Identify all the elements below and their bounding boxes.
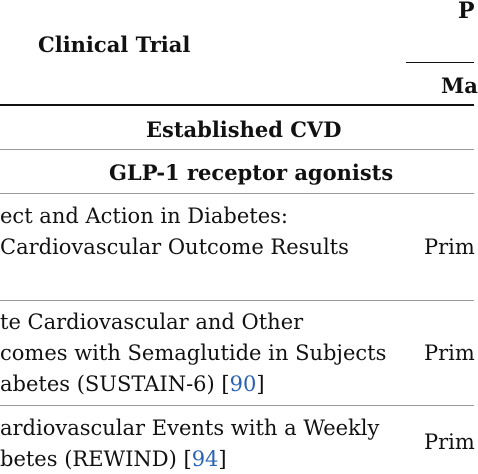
header-bottom-rule xyxy=(0,104,474,106)
row-rule xyxy=(0,300,474,301)
table-row-2-endpoint: Prim xyxy=(424,341,475,365)
table-row-1-trial-line1: ect and Action in Diabetes: xyxy=(0,204,288,228)
table-row-3-endpoint: Prim xyxy=(424,430,475,454)
column-group-header: P xyxy=(458,0,475,24)
reference-link-94[interactable]: 94 xyxy=(191,447,219,471)
section-rule xyxy=(0,193,474,194)
table-row-1-endpoint: Prim xyxy=(424,235,475,259)
trial-name-text: betes (REWIND) [ xyxy=(0,447,192,471)
row-rule xyxy=(0,405,474,406)
section-rule xyxy=(0,149,474,150)
bracket-close: ] xyxy=(218,447,227,471)
section-established-cvd: Established CVD xyxy=(146,117,342,142)
reference-link-90[interactable]: 90 xyxy=(229,372,257,396)
table-row-3-trial-line2 xyxy=(0,449,227,470)
header-subrule xyxy=(406,62,474,63)
bracket-close: ] xyxy=(256,372,265,396)
trial-name-text: abetes (SUSTAIN-6) [ xyxy=(0,372,230,396)
table-row-3-trial-line1: ardiovascular Events with a Weekly xyxy=(0,416,380,440)
table-row-2-trial-line2: comes with Semaglutide in Subjects xyxy=(0,341,387,365)
table-row-2-trial-line3 xyxy=(0,374,265,395)
column-subheader: Ma xyxy=(441,73,478,98)
table-row-2-trial-line1: te Cardiovascular and Other xyxy=(0,310,304,334)
section-glp1-agonists: GLP-1 receptor agonists xyxy=(109,160,394,185)
table-row-1-trial-line2: Cardiovascular Outcome Results xyxy=(0,235,349,259)
clinical-trial-header: Clinical Trial xyxy=(38,32,191,57)
